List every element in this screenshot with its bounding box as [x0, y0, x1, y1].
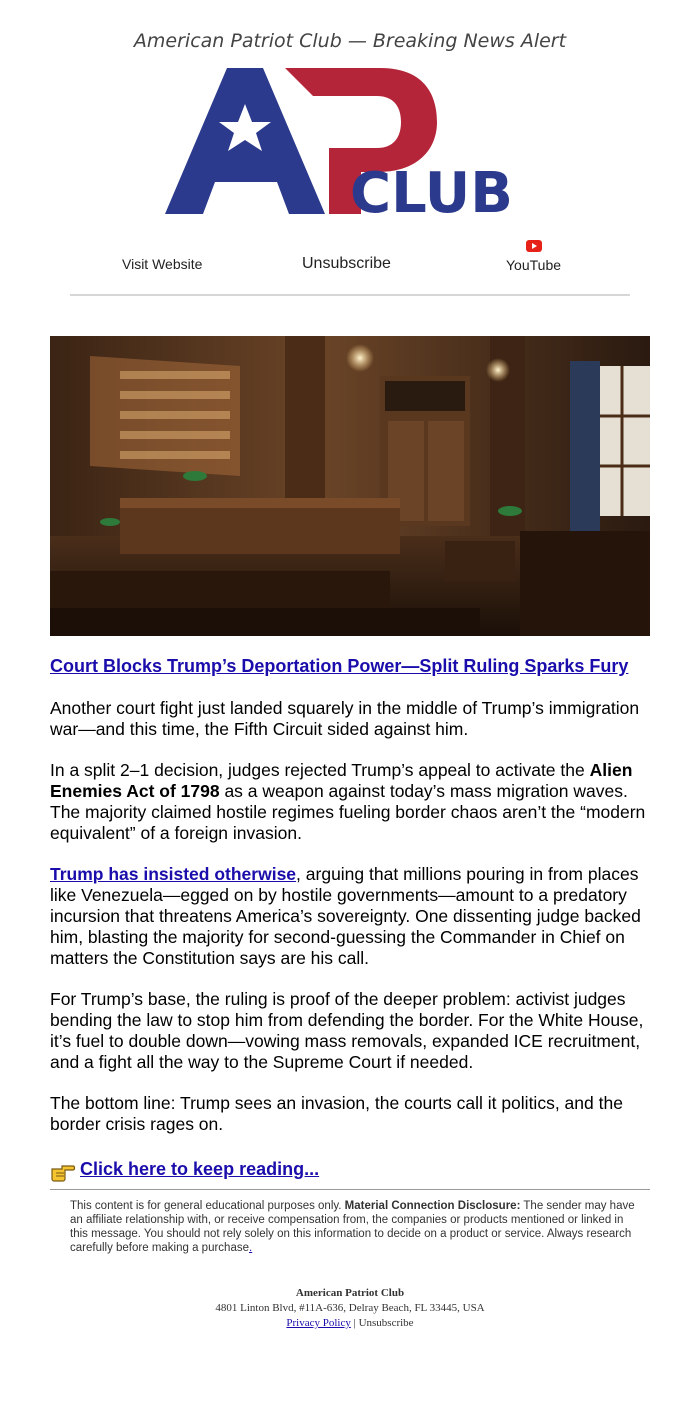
- keep-reading-link[interactable]: Click here to keep reading...: [80, 1159, 320, 1179]
- article-body: [50, 698, 650, 1155]
- youtube-link[interactable]: YouTube: [506, 257, 562, 273]
- disclaimer-end-link[interactable]: .: [249, 1242, 253, 1254]
- footer-unsubscribe-link[interactable]: Unsubscribe: [358, 1317, 414, 1329]
- article-headline-link[interactable]: Court Blocks Trump’s Deportation Power—Split Ruling Sparks Fury: [50, 656, 629, 676]
- footer-address: 4801 Linton Blvd, #11A-636, Delray Beach, FL 33445, USA: [215, 1302, 485, 1314]
- logo-club-text: CLUB: [350, 161, 513, 220]
- privacy-policy-link[interactable]: Privacy Policy: [286, 1317, 351, 1329]
- paragraph-3: Trump has insisted otherwise, arguing that millions pouring in from places like Venezuela—egged on by hostile governments—amount to a predatory incursion that threatens America’s sovereignty. One dissenting judge backed him, blasting the majority for second-guessing the Commander in Chief on matters the Constitution says are his call.: [50, 864, 641, 968]
- footer-divider: [50, 1189, 650, 1190]
- paragraph-2: In a split 2–1 decision, judges rejected Trump’s appeal to activate the Alien Enemies Act of 1798 as a weapon against today’s mass migration waves. The majority claimed hostile regimes fueling border chaos aren’t the “modern equivalent” of a foreign invasion.: [50, 760, 646, 843]
- header-nav: [70, 238, 630, 278]
- header-divider: [70, 294, 630, 296]
- disclaimer: This content is for general educational purposes only. Material Connection Disclosure: The sender may have an affiliate relationship with, or receive compensation from, the companies or products mentioned or linked in this message. You should not rely solely on this information to decide on a product or service. Always research carefully before making a purchase.: [70, 1200, 635, 1254]
- paragraph-1: Another court fight just landed squarely in the middle of Trump’s immigration war—and this time, the Fifth Circuit sided against him.: [50, 698, 640, 739]
- pointing-hand-icon: [50, 1160, 76, 1182]
- alien-enemies-act-bold: Alien Enemies Act of 1798: [50, 760, 633, 801]
- header-title: American Patriot Club — Breaking News Alert: [133, 30, 567, 52]
- ap-club-logo: [165, 64, 540, 220]
- logo-a-shape: [165, 68, 325, 214]
- paragraph-4: For Trump’s base, the ruling is proof of the deeper problem: activist judges bending the law to stop him from defending the border. For the White House, it’s fuel to double down—vowing mass removals, expanded ICE recruitment, and a fight all the way to the Supreme Court if needed.: [50, 989, 644, 1072]
- trump-insisted-link[interactable]: Trump has insisted otherwise: [50, 864, 297, 884]
- youtube-icon[interactable]: [526, 240, 542, 252]
- unsubscribe-link[interactable]: Unsubscribe: [302, 255, 391, 272]
- keep-reading-cta: [50, 1159, 650, 1183]
- visit-website-link[interactable]: Visit Website: [122, 256, 203, 272]
- footer-company: American Patriot Club: [295, 1287, 405, 1299]
- paragraph-5: The bottom line: Trump sees an invasion, the courts call it politics, and the border crisis rages on.: [50, 1093, 623, 1134]
- footer: [0, 1286, 700, 1331]
- courtroom-hero-image[interactable]: [50, 336, 650, 636]
- footer-links: Privacy Policy | Unsubscribe: [286, 1317, 414, 1329]
